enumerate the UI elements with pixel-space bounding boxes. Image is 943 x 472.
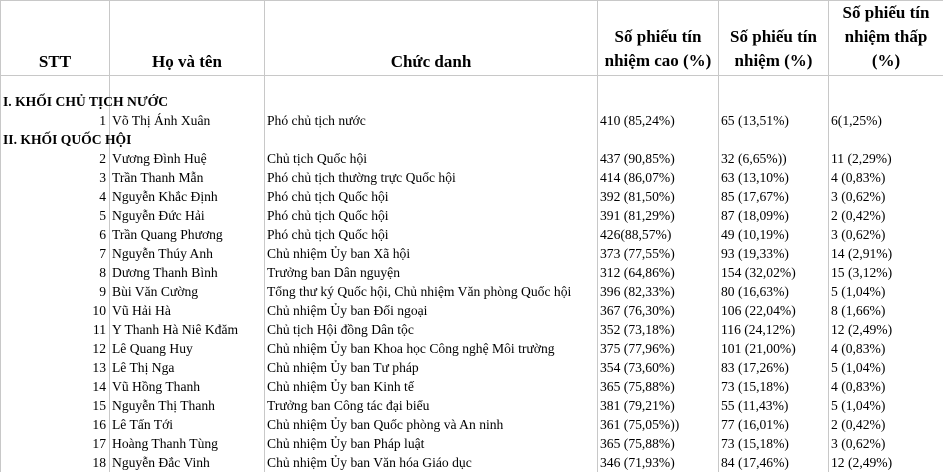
cell-low: 3 (0,62%): [829, 434, 943, 453]
cell-title: Trưởng ban Công tác đại biểu: [265, 396, 598, 415]
cell-high: 365 (75,88%): [598, 377, 719, 396]
cell-stt: 17: [1, 434, 110, 453]
cell-stt: 5: [1, 206, 110, 225]
cell-low: 8 (1,66%): [829, 301, 943, 320]
table-row: [1, 282, 943, 301]
cell-name: Nguyễn Đức Hải: [110, 206, 265, 225]
cell-title: Chủ tịch Quốc hội: [265, 149, 598, 168]
cell-high: 365 (75,88%): [598, 434, 719, 453]
cell-title: Chủ nhiệm Ủy ban Khoa học Công nghệ Môi trường: [265, 339, 598, 358]
cell-low: 4 (0,83%): [829, 339, 943, 358]
cell-name: Võ Thị Ánh Xuân: [110, 111, 265, 130]
cell-name: Lê Thị Nga: [110, 358, 265, 377]
cell-high: 392 (81,50%): [598, 187, 719, 206]
cell-title: Chủ tịch Hội đồng Dân tộc: [265, 320, 598, 339]
cell-mid: 106 (22,04%): [719, 301, 829, 320]
cell-high: 312 (64,86%): [598, 263, 719, 282]
cell-title: Chủ nhiệm Ủy ban Văn hóa Giáo dục: [265, 453, 598, 472]
table-row: [1, 168, 943, 187]
cell-low: 4 (0,83%): [829, 168, 943, 187]
cell-high: 437 (90,85%): [598, 149, 719, 168]
cell-name: Nguyễn Đắc Vinh: [110, 453, 265, 472]
cell-mid: 101 (21,00%): [719, 339, 829, 358]
cell-mid: 63 (13,10%): [719, 168, 829, 187]
cell-title: Chủ nhiệm Ủy ban Đối ngoại: [265, 301, 598, 320]
cell-mid: 84 (17,46%): [719, 453, 829, 472]
table-row: [1, 339, 943, 358]
cell-stt: 9: [1, 282, 110, 301]
cell-mid: 55 (11,43%): [719, 396, 829, 415]
cell-title: Trưởng ban Dân nguyện: [265, 263, 598, 282]
cell-mid: 49 (10,19%): [719, 225, 829, 244]
cell-mid: 77 (16,01%): [719, 415, 829, 434]
header-name: Họ và tên: [110, 1, 265, 76]
cell-mid: 87 (18,09%): [719, 206, 829, 225]
cell-low: 14 (2,91%): [829, 244, 943, 263]
table-row: [1, 320, 943, 339]
cell-stt: 2: [1, 149, 110, 168]
header-stt: STT: [1, 1, 110, 76]
cell-high: 375 (77,96%): [598, 339, 719, 358]
cell-title: Chủ nhiệm Ủy ban Quốc phòng và An ninh: [265, 415, 598, 434]
cell-stt: 1: [1, 111, 110, 130]
table-row: [1, 415, 943, 434]
header-title: Chức danh: [265, 1, 598, 76]
cell-title: Phó chủ tịch Quốc hội: [265, 225, 598, 244]
cell-high: 354 (73,60%): [598, 358, 719, 377]
cell-low: 5 (1,04%): [829, 282, 943, 301]
table-row: [1, 111, 943, 130]
cell-stt: 7: [1, 244, 110, 263]
cell-low: 2 (0,42%): [829, 206, 943, 225]
cell-title: Tổng thư ký Quốc hội, Chủ nhiệm Văn phòng Quốc hội: [265, 282, 598, 301]
spacer-row: [1, 76, 943, 93]
cell-stt: 6: [1, 225, 110, 244]
header-low-confidence: Số phiếu tín nhiệm thấp (%): [829, 1, 943, 76]
cell-high: 373 (77,55%): [598, 244, 719, 263]
cell-name: Y Thanh Hà Niê Kđăm: [110, 320, 265, 339]
cell-stt: 4: [1, 187, 110, 206]
cell-low: 11 (2,29%): [829, 149, 943, 168]
table-row: [1, 358, 943, 377]
cell-low: 5 (1,04%): [829, 358, 943, 377]
cell-low: 5 (1,04%): [829, 396, 943, 415]
cell-title: Phó chủ tịch Quốc hội: [265, 206, 598, 225]
cell-low: 12 (2,49%): [829, 320, 943, 339]
table-row: [1, 301, 943, 320]
cell-stt: 8: [1, 263, 110, 282]
cell-name: Nguyễn Khắc Định: [110, 187, 265, 206]
cell-low: 3 (0,62%): [829, 225, 943, 244]
cell-title: Chủ nhiệm Ủy ban Tư pháp: [265, 358, 598, 377]
cell-mid: 83 (17,26%): [719, 358, 829, 377]
cell-high: 391 (81,29%): [598, 206, 719, 225]
cell-mid: 73 (15,18%): [719, 377, 829, 396]
cell-mid: 65 (13,51%): [719, 111, 829, 130]
cell-title: Phó chủ tịch Quốc hội: [265, 187, 598, 206]
cell-high: 367 (76,30%): [598, 301, 719, 320]
table-row: [1, 453, 943, 472]
header-high-confidence: Số phiếu tín nhiệm cao (%): [598, 1, 719, 76]
cell-stt: 11: [1, 320, 110, 339]
cell-mid: 80 (16,63%): [719, 282, 829, 301]
cell-high: 381 (79,21%): [598, 396, 719, 415]
cell-stt: 14: [1, 377, 110, 396]
table-row: [1, 434, 943, 453]
cell-low: 12 (2,49%): [829, 453, 943, 472]
table-row: [1, 206, 943, 225]
cell-name: Nguyễn Thúy Anh: [110, 244, 265, 263]
cell-high: 346 (71,93%): [598, 453, 719, 472]
cell-name: Bùi Văn Cường: [110, 282, 265, 301]
cell-high: 396 (82,33%): [598, 282, 719, 301]
header-row: [1, 1, 943, 76]
header-confidence: Số phiếu tín nhiệm (%): [719, 1, 829, 76]
cell-low: 2 (0,42%): [829, 415, 943, 434]
cell-high: 410 (85,24%): [598, 111, 719, 130]
cell-name: Vũ Hải Hà: [110, 301, 265, 320]
table-row: [1, 149, 943, 168]
cell-low: 3 (0,62%): [829, 187, 943, 206]
cell-mid: 85 (17,67%): [719, 187, 829, 206]
cell-mid: 73 (15,18%): [719, 434, 829, 453]
cell-title: Chủ nhiệm Ủy ban Pháp luật: [265, 434, 598, 453]
section-row: [1, 92, 943, 111]
cell-low: 6(1,25%): [829, 111, 943, 130]
cell-stt: 3: [1, 168, 110, 187]
cell-title: Chủ nhiệm Ủy ban Xã hội: [265, 244, 598, 263]
cell-title: Chủ nhiệm Ủy ban Kinh tế: [265, 377, 598, 396]
cell-stt: 12: [1, 339, 110, 358]
table-row: [1, 244, 943, 263]
cell-high: 426(88,57%): [598, 225, 719, 244]
cell-low: 15 (3,12%): [829, 263, 943, 282]
cell-high: 352 (73,18%): [598, 320, 719, 339]
cell-mid: 32 (6,65%)): [719, 149, 829, 168]
cell-mid: 116 (24,12%): [719, 320, 829, 339]
cell-high: 361 (75,05%)): [598, 415, 719, 434]
table-row: [1, 377, 943, 396]
cell-name: Vũ Hồng Thanh: [110, 377, 265, 396]
cell-mid: 93 (19,33%): [719, 244, 829, 263]
section-label: II. KHỐI QUỐC HỘI: [1, 130, 110, 149]
cell-stt: 18: [1, 453, 110, 472]
section-row: [1, 130, 943, 149]
cell-mid: 154 (32,02%): [719, 263, 829, 282]
cell-stt: 16: [1, 415, 110, 434]
cell-name: Lê Quang Huy: [110, 339, 265, 358]
cell-stt: 15: [1, 396, 110, 415]
section-label: I. KHỐI CHỦ TỊCH NƯỚC: [1, 92, 110, 111]
cell-name: Lê Tấn Tới: [110, 415, 265, 434]
cell-title: Phó chủ tịch thường trực Quốc hội: [265, 168, 598, 187]
cell-stt: 13: [1, 358, 110, 377]
table-row: [1, 396, 943, 415]
cell-name: Trần Thanh Mẫn: [110, 168, 265, 187]
cell-name: Dương Thanh Bình: [110, 263, 265, 282]
cell-name: Hoàng Thanh Tùng: [110, 434, 265, 453]
cell-low: 4 (0,83%): [829, 377, 943, 396]
table-row: [1, 263, 943, 282]
cell-name: Trần Quang Phương: [110, 225, 265, 244]
cell-name: Nguyễn Thị Thanh: [110, 396, 265, 415]
table-row: [1, 225, 943, 244]
cell-stt: 10: [1, 301, 110, 320]
cell-high: 414 (86,07%): [598, 168, 719, 187]
cell-title: Phó chủ tịch nước: [265, 111, 598, 130]
cell-name: Vương Đình Huệ: [110, 149, 265, 168]
table-row: [1, 187, 943, 206]
